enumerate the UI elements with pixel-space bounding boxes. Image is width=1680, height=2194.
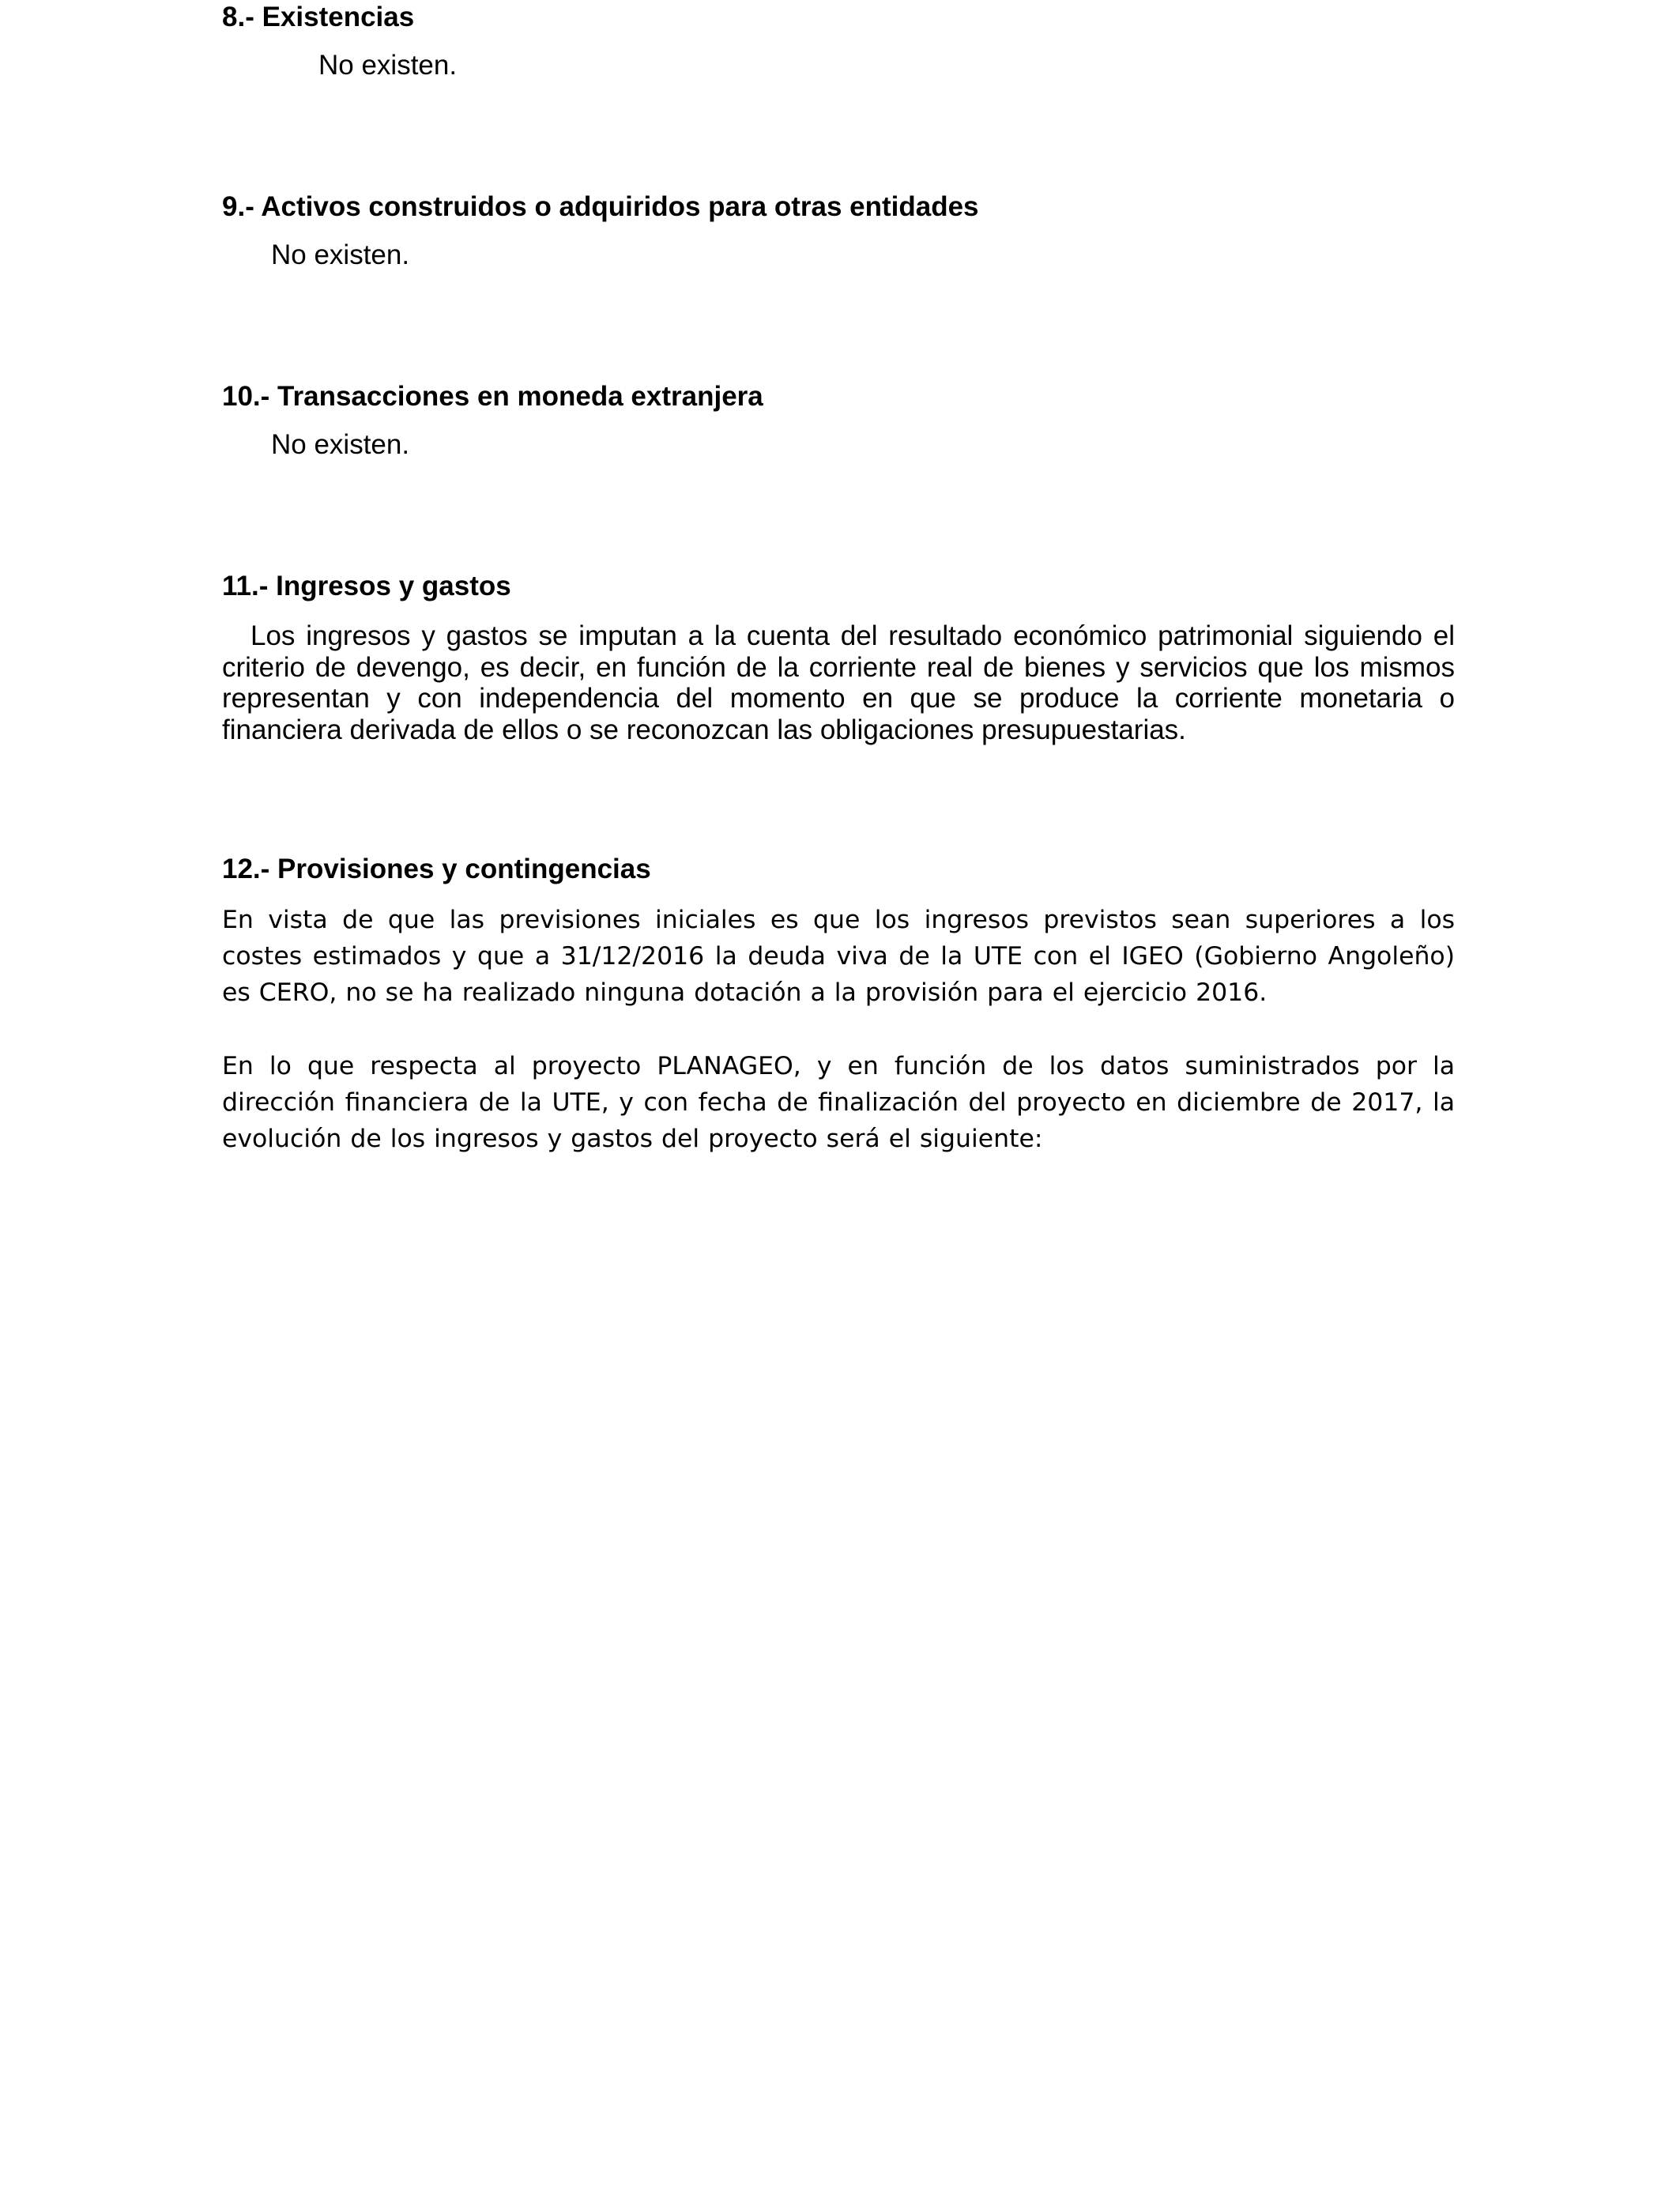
provisiones-paragraph-1: En vista de que las previsiones iniciales es que los ingresos previstos sean superiores a los costes estimados y que a 31/12/2016 la deuda viva de la UTE con el IGEO (Gobierno Angoleño) es CERO, no se ha realizado ninguna dotación a la provisión para el ejercicio 2016.: [222, 906, 1455, 1007]
section-heading-transacciones: 10.- Transacciones en moneda extranjera: [222, 381, 763, 412]
section-text-existencias: No existen.: [318, 50, 458, 81]
section-heading-provisiones: 12.- Provisiones y contingencias: [222, 854, 651, 884]
section-heading-ingresos-gastos: 11.- Ingresos y gastos: [222, 571, 511, 601]
section-heading-activos: 9.- Activos construidos o adquiridos para otras entidades: [222, 191, 979, 222]
section-text-ingresos-gastos: Los ingresos y gastos se imputan a la cuenta del resultado económico patrimonial siguiendo el criterio de devengo, es decir, en función de la corriente real de bienes y servicios que los mismos representan y con independencia del momento en que se produce la corriente monetaria o financiera derivada de ellos o se reconozcan las obligaciones presupuestarias.: [222, 620, 1455, 745]
provisiones-paragraph-2: En lo que respecta al proyecto PLANAGEO, y en función de los datos suministrados por la dirección financiera de la UTE, y con fecha de finalización del proyecto en diciembre de 2017, la evolución de los ingresos y gastos del proyecto será el siguiente:: [222, 1052, 1455, 1153]
section-text-activos: No existen.: [271, 239, 410, 270]
section-heading-existencias: 8.- Existencias: [222, 2, 415, 32]
section-text-transacciones: No existen.: [271, 429, 410, 460]
